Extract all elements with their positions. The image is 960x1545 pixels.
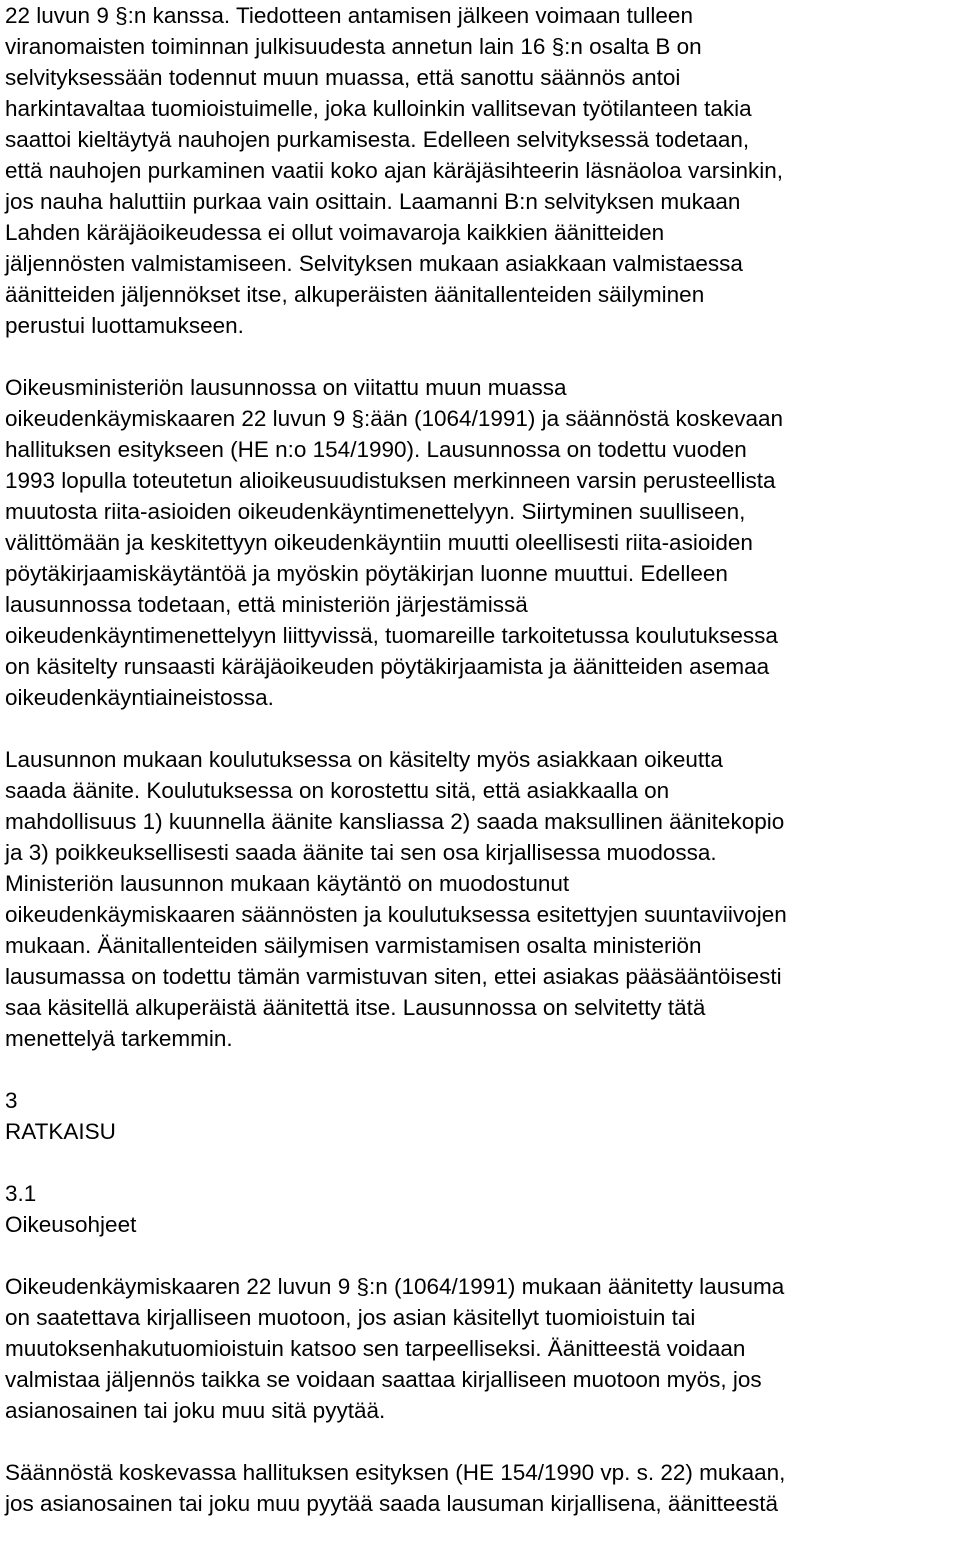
paragraph-spacer <box>5 1147 955 1178</box>
text-line: lausumassa on todettu tämän varmistuvan siten, ettei asiakas pääsääntöisesti <box>5 964 782 989</box>
text-line: Oikeudenkäymiskaaren 22 luvun 9 §:n (1064/1991) mukaan äänitetty lausuma <box>5 1274 785 1299</box>
text-line: muutoksenhakutuomioistuin katsoo sen tarpeelliseksi. Äänitteestä voidaan <box>5 1336 746 1361</box>
paragraph-1 <box>5 0 955 341</box>
text-line: oikeudenkäymiskaaren 22 luvun 9 §:ään (1064/1991) ja säännöstä koskevaan <box>5 406 784 431</box>
paragraph-spacer <box>5 341 955 372</box>
text-line: menettelyä tarkemmin. <box>5 1026 233 1051</box>
text-line: lausunnossa todetaan, että ministeriön järjestämissä <box>5 592 528 617</box>
text-line: pöytäkirjaamiskäytäntöä ja myöskin pöytäkirjan luonne muuttui. Edelleen <box>5 561 728 586</box>
text-line: jos asianosainen tai joku muu pyytää saada lausuman kirjallisena, äänitteestä <box>5 1491 778 1516</box>
text-line: ja 3) poikkeuksellisesti saada äänite tai sen osa kirjallisessa muodossa. <box>5 840 717 865</box>
paragraph-2 <box>5 372 955 713</box>
paragraph-spacer <box>5 1240 955 1271</box>
text-line: saattoi kieltäytyä nauhojen purkamisesta. Edelleen selvityksessä todetaan, <box>5 127 750 152</box>
text-line: harkintavaltaa tuomioistuimelle, joka kulloinkin vallitsevan työtilanteen takia <box>5 96 752 121</box>
paragraph-4 <box>5 1271 955 1426</box>
document-page <box>5 0 955 1519</box>
text-line: oikeudenkäyntimenettelyyn liittyvissä, tuomareille tarkoitetussa koulutuksessa <box>5 623 778 648</box>
text-line: Lausunnon mukaan koulutuksessa on käsitelty myös asiakkaan oikeutta <box>5 747 723 772</box>
text-line: on saatettava kirjalliseen muotoon, jos asian käsitellyt tuomioistuin tai <box>5 1305 696 1330</box>
text-line: mukaan. Äänitallenteiden säilymisen varmistamisen osalta ministeriön <box>5 933 702 958</box>
text-line: muutosta riita-asioiden oikeudenkäyntimenettelyyn. Siirtyminen suulliseen, <box>5 499 746 524</box>
text-line: saada äänite. Koulutuksessa on korostettu sitä, että asiakkaalla on <box>5 778 670 803</box>
paragraph-3 <box>5 744 955 1054</box>
paragraph-spacer <box>5 713 955 744</box>
text-line: jäljennösten valmistamiseen. Selvityksen mukaan asiakkaan valmistaessa <box>5 251 743 276</box>
text-line: Ministeriön lausunnon mukaan käytäntö on muodostunut <box>5 871 570 896</box>
section-number: 3 <box>5 1088 18 1113</box>
text-line: mahdollisuus 1) kuunnella äänite kansliassa 2) saada maksullinen äänitekopio <box>5 809 785 834</box>
subsection-title: Oikeusohjeet <box>5 1212 137 1237</box>
text-line: oikeudenkäyntiaineistossa. <box>5 685 274 710</box>
text-line: että nauhojen purkaminen vaatii koko ajan käräjäsihteerin läsnäoloa varsinkin, <box>5 158 783 183</box>
text-line: 22 luvun 9 §:n kanssa. Tiedotteen antamisen jälkeen voimaan tulleen <box>5 3 693 28</box>
text-line: jos nauha haluttiin purkaa vain osittain. Laamanni B:n selvityksen mukaan <box>5 189 741 214</box>
text-line: asianosainen tai joku muu sitä pyytää. <box>5 1398 386 1423</box>
text-line: Lahden käräjäoikeudessa ei ollut voimavaroja kaikkien äänitteiden <box>5 220 665 245</box>
text-line: on käsitelty runsaasti käräjäoikeuden pöytäkirjaamista ja äänitteiden asemaa <box>5 654 770 679</box>
paragraph-spacer <box>5 1426 955 1457</box>
text-line: selvityksessään todennut muun muassa, että sanottu säännös antoi <box>5 65 681 90</box>
text-line: 1993 lopulla toteutetun alioikeusuudistuksen merkinneen varsin perusteellista <box>5 468 776 493</box>
text-line: viranomaisten toiminnan julkisuudesta annetun lain 16 §:n osalta B on <box>5 34 702 59</box>
text-line: hallituksen esitykseen (HE n:o 154/1990). Lausunnossa on todettu vuoden <box>5 437 747 462</box>
text-line: Säännöstä koskevassa hallituksen esityksen (HE 154/1990 vp. s. 22) mukaan, <box>5 1460 786 1485</box>
text-line: oikeudenkäymiskaaren säännösten ja koulutuksessa esitettyjen suuntaviivojen <box>5 902 787 927</box>
text-line: saa käsitellä alkuperäistä äänitettä itse. Lausunnossa on selvitetty tätä <box>5 995 706 1020</box>
subsection-number: 3.1 <box>5 1181 37 1206</box>
section-title: RATKAISU <box>5 1119 116 1144</box>
text-line: äänitteiden jäljennökset itse, alkuperäisten äänitallenteiden säilyminen <box>5 282 705 307</box>
paragraph-spacer <box>5 1054 955 1085</box>
text-line: valmistaa jäljennös taikka se voidaan saattaa kirjalliseen muotoon myös, jos <box>5 1367 762 1392</box>
text-line: välittömään ja keskitettyyn oikeudenkäyntiin muutti oleellisesti riita-asioiden <box>5 530 753 555</box>
paragraph-5 <box>5 1457 955 1519</box>
text-line: perustui luottamukseen. <box>5 313 244 338</box>
text-line: Oikeusministeriön lausunnossa on viitattu muun muassa <box>5 375 567 400</box>
